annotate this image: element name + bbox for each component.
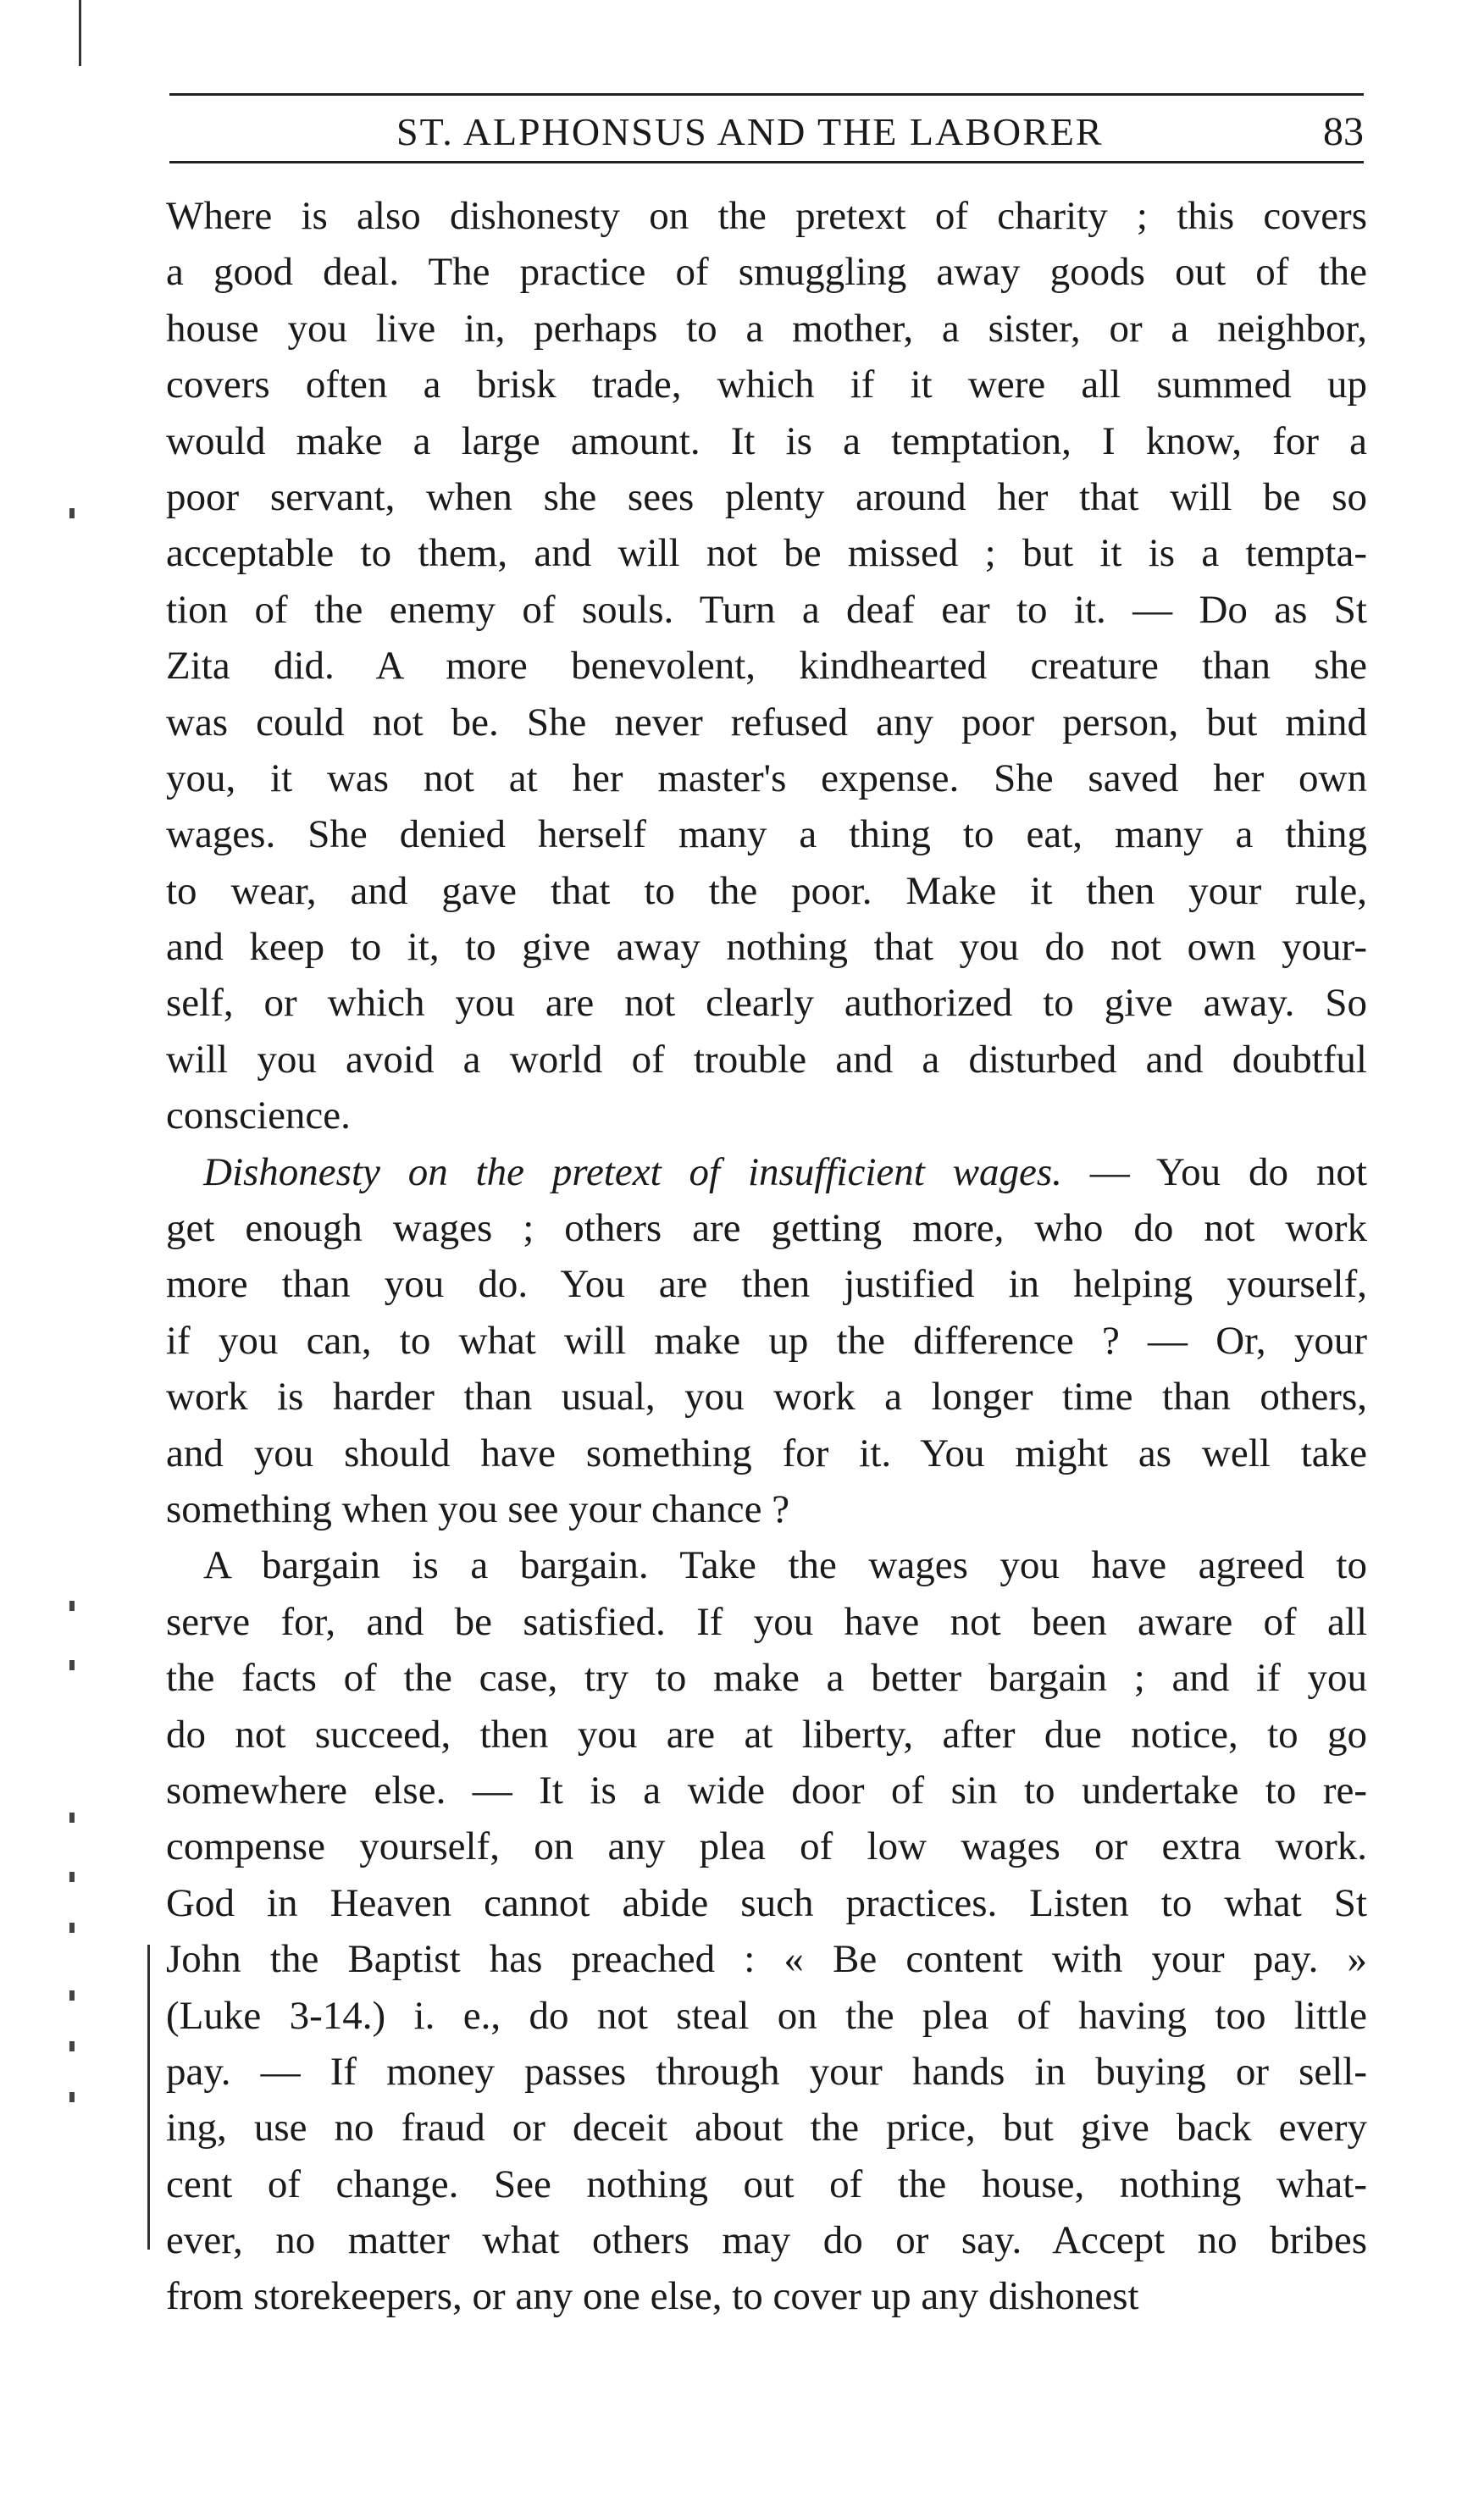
text-line: [166, 975, 1367, 1031]
line-text: ever, no matter what others may do or say. Accept no bribes: [166, 2218, 1367, 2263]
text-line: [166, 750, 1367, 806]
text-line: [166, 2156, 1367, 2212]
line-text: covers often a brisk trade, which if it were all summed up: [166, 363, 1367, 407]
text-line: [166, 2044, 1367, 2100]
text-line: [166, 1369, 1367, 1425]
line-text: and you should have something for it. You might as well take: [166, 1431, 1367, 1475]
line-text: poor servant, when she sees plenty around her that will be so: [166, 474, 1367, 519]
line-text: John the Baptist has preached : « Be content with your pay. »: [166, 1937, 1367, 1982]
line-text: the facts of the case, try to make a better bargain ; and if you: [166, 1656, 1367, 1701]
line-text: wages. She denied herself many a thing to eat, many a thing: [166, 812, 1367, 857]
text-line: [166, 1425, 1367, 1481]
margin-scan-mark: [69, 1813, 75, 1823]
margin-scan-mark: [147, 1945, 150, 2250]
line-text: compense yourself, on any plea of low wages or extra work.: [166, 1824, 1367, 1869]
top-rule: [169, 93, 1364, 96]
text-line: [166, 1537, 1367, 1593]
line-text: do not succeed, then you are at liberty, after due notice, to go: [166, 1712, 1367, 1757]
margin-scan-mark: [69, 1872, 75, 1882]
page-number: 83: [1323, 109, 1364, 154]
line-text: house you live in, perhaps to a mother, a sister, or a neighbor,: [166, 306, 1367, 351]
text-line: [166, 863, 1367, 919]
margin-scan-mark: [69, 2041, 75, 2051]
line-text: (Luke 3-14.) i. e., do not steal on the plea of having too little: [166, 1993, 1367, 2038]
text-line: [166, 188, 1367, 244]
text-line: [166, 919, 1367, 975]
text-line: [166, 1707, 1367, 1763]
line-text: a good deal. The practice of smuggling away goods out of the: [166, 250, 1367, 295]
text-line: [166, 1988, 1367, 2044]
text-line: [166, 1875, 1367, 1931]
text-line: [166, 1256, 1367, 1312]
text-line: [166, 1931, 1367, 1987]
line-text: and keep to it, to give away nothing that you do not own your-: [166, 925, 1367, 970]
line-text: Zita did. A more benevolent, kindhearted creature than she: [166, 644, 1367, 689]
line-text: would make a large amount. It is a temptation, I know, for a: [166, 418, 1367, 463]
body-text: [166, 188, 1367, 2325]
line-text: was could not be. She never refused any poor person, but mind: [166, 700, 1367, 745]
line-text: something when you see your chance ?: [166, 1486, 790, 1531]
line-text: tion of the enemy of souls. Turn a deaf ear to it. — Do as St: [166, 587, 1367, 632]
line-text: if you can, to what will make up the difference ? — Or, your: [166, 1318, 1367, 1363]
line-text: from storekeepers, or any one else, to cover up any dishonest: [166, 2274, 1139, 2319]
text-line: [166, 244, 1367, 300]
line-text: A bargain is a bargain. Take the wages you have agreed to: [203, 1543, 1367, 1588]
line-text: Where is also dishonesty on the pretext of charity ; this covers: [166, 194, 1367, 238]
text-line: [166, 1763, 1367, 1818]
text-line: [166, 301, 1367, 357]
line-text: somewhere else. — It is a wide door of sin to undertake to re-: [166, 1768, 1367, 1813]
line-text: self, or which you are not clearly authorized to give away. So: [166, 981, 1367, 1026]
line-text: to wear, and gave that to the poor. Make it then your rule,: [166, 868, 1367, 913]
margin-scan-mark: [69, 2092, 75, 2102]
text-line: [166, 695, 1367, 750]
line-text: acceptable to them, and will not be missed ; but it is a tempta-: [166, 531, 1367, 576]
text-line: [166, 1144, 1367, 1200]
margin-scan-mark: [79, 0, 81, 66]
line-text: conscience.: [166, 1093, 351, 1138]
line-text: will you avoid a world of trouble and a disturbed and doubtful: [166, 1037, 1367, 1082]
running-head: [169, 107, 1364, 158]
text-line: [166, 357, 1367, 412]
text-line: [166, 1313, 1367, 1369]
line-text: cent of change. See nothing out of the house, nothing what-: [166, 2162, 1367, 2206]
text-line: [166, 2100, 1367, 2156]
line-text: — You do not: [1061, 1149, 1367, 1194]
italic-heading: Dishonesty on the pretext of insufficient wages.: [203, 1149, 1062, 1194]
text-line: [166, 2268, 1367, 2324]
margin-scan-mark: [69, 1923, 75, 1933]
line-text: pay. — If money passes through your hands in buying or sell-: [166, 2049, 1367, 2094]
text-line: [166, 1594, 1367, 1650]
line-text: ing, use no fraud or deceit about the price, but give back every: [166, 2106, 1367, 2151]
line-text: more than you do. You are then justified in helping yourself,: [166, 1262, 1367, 1307]
text-line: [166, 525, 1367, 581]
line-text: work is harder than usual, you work a longer time than others,: [166, 1375, 1367, 1420]
text-line: [166, 582, 1367, 638]
line-text: serve for, and be satisfied. If you have not been aware of all: [166, 1599, 1367, 1644]
line-text: you, it was not at her master's expense. She saved her own: [166, 756, 1367, 800]
margin-scan-mark: [69, 508, 75, 518]
line-text: get enough wages ; others are getting more, who do not work: [166, 1206, 1367, 1251]
text-line: [166, 413, 1367, 469]
text-line: [166, 1481, 1367, 1537]
margin-scan-mark: [69, 1601, 75, 1611]
margin-scan-mark: [69, 1660, 75, 1670]
text-line: [166, 2212, 1367, 2268]
text-line: [166, 638, 1367, 694]
text-line: [166, 1650, 1367, 1706]
text-line: [166, 1032, 1367, 1088]
text-line: [166, 1088, 1367, 1143]
margin-scan-mark: [69, 1990, 75, 2001]
line-text: God in Heaven cannot abide such practices. Listen to what St: [166, 1880, 1367, 1925]
text-line: [166, 806, 1367, 862]
text-line: [166, 1818, 1367, 1874]
header-rule: [169, 161, 1364, 163]
text-line: [166, 469, 1367, 525]
text-line: [166, 1200, 1367, 1256]
running-title: ST. ALPHONSUS AND THE LABORER: [396, 110, 1104, 153]
